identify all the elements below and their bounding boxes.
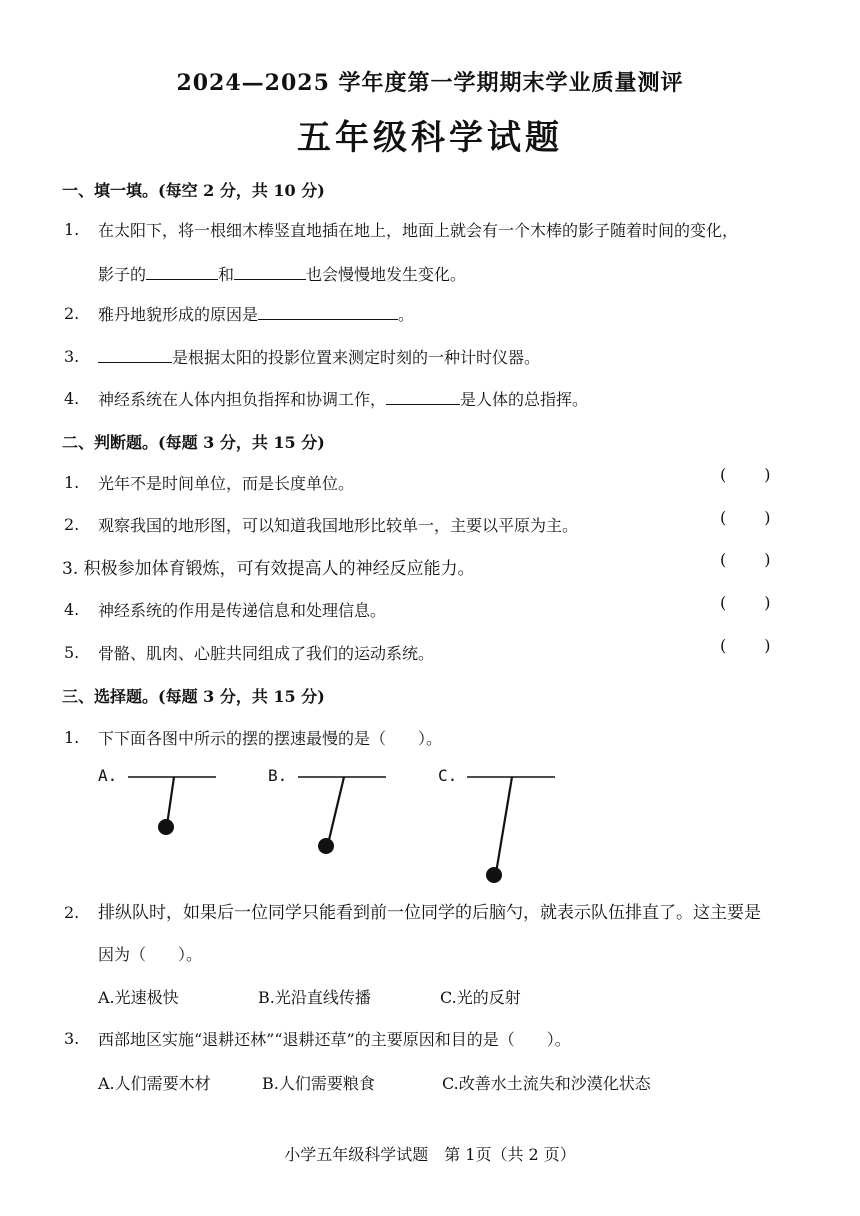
s1-q4-number: 4.: [64, 389, 80, 408]
s2-q4-text: 神经系统的作用是传递信息和处理信息。: [98, 601, 387, 620]
s3-q2-option-a[interactable]: A.光速极快: [98, 988, 179, 1007]
s3-q2-number: 2.: [64, 903, 80, 922]
s1-q1-text-a: 影子的: [98, 265, 147, 284]
s3-q2-line2: 因为（ ）。: [98, 945, 203, 964]
section-2-heading: 二、判断题。(每题 3 分，共 15 分): [62, 433, 325, 452]
s1-q4-text: [98, 387, 588, 410]
s1-q4-text-a: 神经系统在人体内担负指挥和协调工作，: [98, 390, 387, 409]
s2-q3-number: 3.: [62, 559, 79, 579]
s2-q4-number: 4.: [64, 600, 80, 619]
s3-q3-number: 3.: [64, 1029, 80, 1048]
s3-q1-text: 下下面各图中所示的摆的摆速最慢的是（ ）。: [98, 729, 443, 748]
s2-q2-answer-parens[interactable]: (): [720, 508, 809, 527]
s3-q3-option-c[interactable]: C.改善水土流失和沙漠化状态: [442, 1074, 651, 1093]
s2-q2-number: 2.: [64, 515, 80, 534]
s3-q3-option-b[interactable]: B.人们需要粮食: [262, 1074, 375, 1093]
s3-q1-number: 1.: [64, 728, 80, 747]
s3-q3-text: 西部地区实施“退耕还林”“退耕还草”的主要原因和目的是（ ）。: [98, 1030, 571, 1049]
pendulum-b-label: B.: [268, 766, 288, 785]
s1-q2-text: [98, 302, 414, 325]
s1-q1-number: 1.: [64, 220, 80, 239]
answer-blank[interactable]: [386, 388, 460, 405]
pendulum-figures: [0, 760, 860, 890]
s2-q3-line: [62, 554, 475, 579]
exam-title: 五年级科学试题: [297, 118, 563, 158]
s2-q5-text: 骨骼、肌肉、心脏共同组成了我们的运动系统。: [98, 644, 435, 663]
s1-q2-text-a: 雅丹地貌形成的原因是: [98, 305, 259, 324]
s2-q1-text: 光年不是时间单位，而是长度单位。: [98, 474, 355, 493]
s2-q2-text: 观察我国的地形图，可以知道我国地形比较单一，主要以平原为主。: [98, 516, 579, 535]
s2-q1-number: 1.: [64, 473, 80, 492]
s1-q3-text: [98, 345, 540, 368]
s2-q4-answer-parens[interactable]: (): [720, 593, 809, 612]
section-3-heading: 三、选择题。(每题 3 分，共 15 分): [62, 687, 325, 706]
s1-q1-text-b: 和: [218, 265, 235, 284]
pendulum-a-label: A.: [98, 766, 118, 785]
s3-q2-line1: 排纵队时，如果后一位同学只能看到前一位同学的后脑勺，就表示队伍排直了。这主要是: [98, 903, 761, 923]
answer-blank[interactable]: [234, 263, 306, 280]
s3-q2-option-c[interactable]: C.光的反射: [440, 988, 521, 1007]
pendulum-b: [298, 777, 386, 854]
section-1-heading: 一、填一填。(每空 2 分，共 10 分): [62, 181, 325, 200]
s1-q1-text-c: 也会慢慢地发生变化。: [306, 265, 467, 284]
s2-q5-number: 5.: [64, 643, 80, 662]
s1-q3-number: 3.: [64, 347, 80, 366]
pendulum-a: [128, 777, 216, 835]
s1-q2-number: 2.: [64, 304, 80, 323]
s2-q3-text: 积极参加体育锻炼，可有效提高人的神经反应能力。: [83, 559, 475, 579]
s2-q5-answer-parens[interactable]: (): [720, 636, 809, 655]
s3-q2-option-b[interactable]: B.光沿直线传播: [258, 988, 371, 1007]
s3-q3-option-a[interactable]: A.人们需要木材: [98, 1074, 211, 1093]
page-footer: 小学五年级科学试题 第 1页（共 2 页）: [284, 1145, 576, 1164]
exam-period-heading: 2024—2025 学年度第一学期期末学业质量测评: [176, 70, 684, 96]
s1-q4-text-b: 是人体的总指挥。: [460, 390, 589, 409]
s2-q1-answer-parens[interactable]: (): [720, 465, 809, 484]
pendulum-c-label: C.: [438, 766, 458, 785]
answer-blank[interactable]: [258, 303, 398, 320]
s2-q3-answer-parens[interactable]: (): [720, 550, 809, 569]
pendulum-c: [467, 777, 555, 883]
s1-q1-line1: 在太阳下，将一根细木棒竖直地插在地上，地面上就会有一个木棒的影子随着时间的变化，: [98, 221, 739, 240]
answer-blank[interactable]: [146, 263, 218, 280]
s1-q1-line2: [98, 262, 466, 285]
s1-q2-text-b: 。: [398, 305, 415, 324]
answer-blank[interactable]: [98, 346, 172, 363]
s1-q3-text-b: 是根据太阳的投影位置来测定时刻的一种计时仪器。: [172, 348, 541, 367]
